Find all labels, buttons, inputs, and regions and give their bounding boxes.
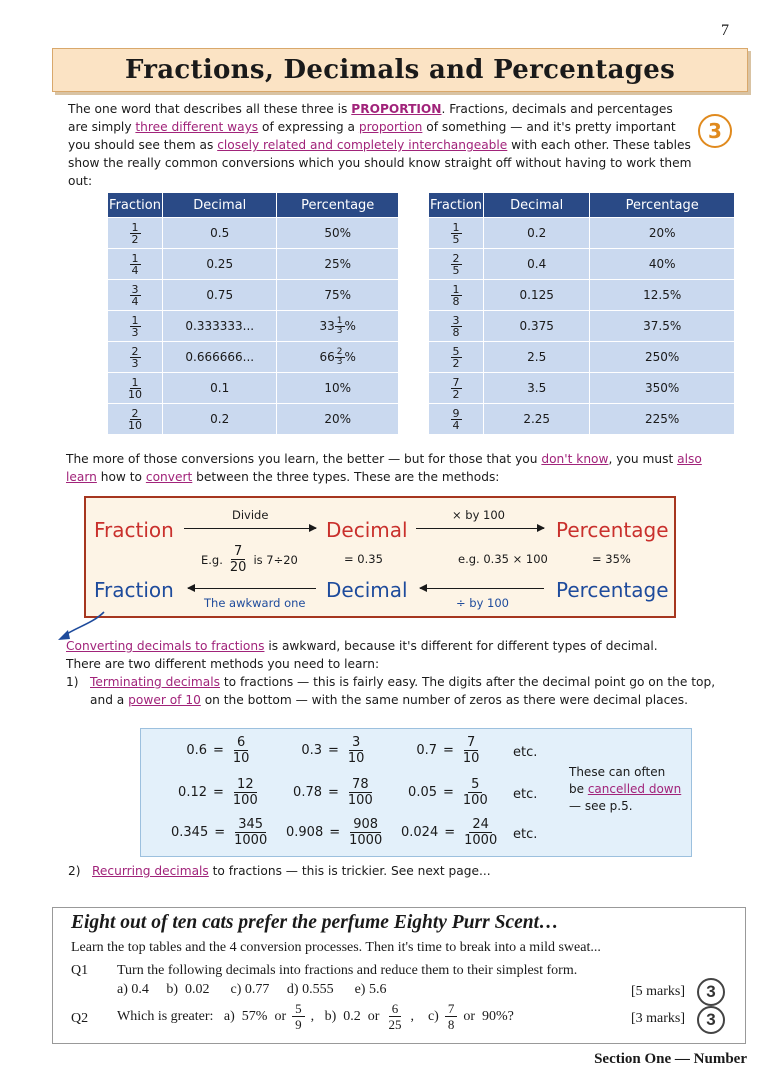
fraction-cell: [429, 404, 484, 435]
q1-parts: a) 0.4 b) 0.02 c) 0.77 d) 0.555 e) 5.6: [117, 982, 387, 997]
method-decimal-top: Decimal: [326, 518, 408, 542]
fraction: [130, 346, 141, 369]
terminating-examples-box: [140, 728, 692, 857]
fraction: [451, 222, 462, 245]
decimal-cell: 2.5: [484, 342, 590, 373]
table-row: [108, 280, 399, 311]
header-fraction: Fraction: [108, 193, 163, 218]
fraction-cell: [108, 280, 163, 311]
example-den: 100: [462, 793, 488, 808]
method-2-number: 2): [68, 864, 81, 878]
numerator: 7: [452, 375, 460, 389]
q2-f2-den: 25: [388, 1017, 402, 1032]
example-decimal: 0.6: [186, 743, 207, 758]
decimals-to-fractions-section: [66, 637, 726, 709]
note-line-2: [569, 781, 681, 798]
eg1-den: 20: [229, 560, 247, 575]
method-percentage-bottom: Percentage: [556, 578, 669, 602]
example-den: 100: [232, 793, 258, 808]
decimal-cell: 0.2: [484, 218, 590, 249]
example-num: 7: [464, 735, 478, 751]
q1-label: Q1: [71, 963, 89, 978]
three-ways-highlight: three different ways: [135, 120, 259, 134]
table-row: [429, 373, 735, 404]
q1-text: Turn the following decimals into fractions and reduce them to their simplest form.: [117, 963, 578, 978]
etc-label: etc.: [513, 827, 538, 842]
pct-sign: %: [344, 318, 356, 333]
para3-text-1: is awkward, because it's different for different types of decimal.: [264, 639, 658, 653]
awkward-label: The awkward one: [204, 596, 306, 610]
q2-f1-num: 5: [292, 1001, 305, 1017]
q2-label: Q2: [71, 1011, 89, 1026]
convert-highlight: convert: [145, 470, 193, 484]
intro-paragraph: [68, 100, 696, 190]
example-num: 5: [468, 777, 482, 793]
example-decimal: 0.12: [178, 785, 207, 800]
equals-sign: =: [213, 743, 224, 758]
title-banner: [52, 48, 748, 92]
etc-label: etc.: [513, 745, 538, 760]
pct-num: 1: [336, 315, 343, 326]
decimal-to-fraction-example: [401, 817, 500, 848]
intro-text-4: of something — and it's pretty important you should see them as: [68, 120, 676, 152]
arrow-left-1: [188, 588, 316, 589]
terminating-highlight: Terminating decimals: [90, 675, 221, 689]
equals-sign: =: [214, 825, 226, 840]
grade-badge-icon: [698, 114, 732, 148]
decimal-to-fraction-example: [286, 777, 376, 808]
note-line-1: These can often: [569, 765, 666, 779]
recurring-decimals-item: [68, 864, 491, 878]
fraction: [130, 315, 141, 338]
equals-sign: =: [328, 743, 339, 758]
example-num: 24: [469, 817, 492, 833]
percentage-cell: 25%: [277, 249, 399, 280]
decimal-cell: 0.4: [484, 249, 590, 280]
pct-fraction: [335, 348, 345, 367]
table-row: [429, 218, 735, 249]
numerator: 3: [452, 313, 460, 327]
numerator: 5: [452, 344, 460, 358]
decimal-cell: 0.75: [163, 280, 277, 311]
para2-text-1: The more of those conversions you learn, the better — but for those that you: [66, 452, 542, 466]
arrow-right-2: [416, 528, 544, 529]
intro-text-5: with each other. These tables show the really common conversions which you should know straight off without having to work them out:: [68, 138, 692, 188]
eg1-result: = 0.35: [344, 552, 383, 566]
example-decimal: 0.908: [286, 825, 324, 840]
denominator: 3: [131, 356, 139, 370]
questions-heading: Eight out of ten cats prefer the perfume Eighty Purr Scent…: [71, 912, 559, 933]
page-number: 7: [721, 22, 729, 39]
fraction-cell: [429, 280, 484, 311]
example-decimal: 0.78: [293, 785, 322, 800]
eg1-prefix: E.g.: [201, 552, 223, 567]
table-row: [108, 404, 399, 435]
q2-fraction-3: [445, 1001, 458, 1032]
fraction: [451, 284, 462, 307]
fraction-cell: [429, 373, 484, 404]
cancelled-down-highlight: cancelled down: [587, 782, 682, 796]
example-decimal: 0.7: [416, 743, 437, 758]
conversion-table-left: [107, 192, 399, 435]
method-fraction-bottom: Fraction: [94, 578, 174, 602]
arrow-left-2: [420, 588, 544, 589]
percentage-cell: 75%: [277, 280, 399, 311]
grade-badge-number: 3: [708, 119, 722, 143]
table-row: [429, 404, 735, 435]
example-fraction: [460, 735, 483, 766]
example-den: 1000: [234, 833, 268, 848]
converting-highlight: Converting decimals to fractions: [66, 639, 265, 653]
example-den: 10: [462, 751, 480, 766]
arrow-right-1: [184, 528, 316, 529]
example-1: [201, 544, 298, 575]
decimal-cell: 0.375: [484, 311, 590, 342]
denominator: 5: [452, 232, 460, 246]
header-percentage: Percentage: [590, 193, 735, 218]
page-title: Fractions, Decimals and Percentages: [124, 55, 676, 85]
para2-text-4: between the three types. These are the methods:: [192, 470, 500, 484]
pct-den: 3: [336, 325, 343, 336]
fraction-cell: [108, 342, 163, 373]
eg2-result: = 35%: [592, 552, 631, 566]
decimal-cell: 0.5: [163, 218, 277, 249]
example-num: 3: [349, 735, 363, 751]
q2-post: or 90%?: [463, 1008, 514, 1024]
q1-grade-icon: [697, 978, 725, 1006]
questions-instruction: Learn the top tables and the 4 conversion processes. Then it's time to break into a mild sweat...: [71, 940, 601, 955]
percentage-cell: 20%: [590, 218, 735, 249]
equals-sign: =: [443, 785, 454, 800]
decimal-cell: 0.1: [163, 373, 277, 404]
proportion-keyword: PROPORTION: [351, 102, 442, 116]
method-1-number: 1): [66, 675, 79, 689]
example-den: 10: [347, 751, 365, 766]
denominator: 5: [452, 263, 460, 277]
decimal-to-fraction-example: [401, 735, 482, 766]
cancel-note: [569, 764, 681, 815]
denominator: 10: [128, 418, 142, 432]
recurring-text: to fractions — this is trickier. See next page...: [208, 864, 491, 878]
example-den: 10: [232, 751, 250, 766]
fraction: [451, 377, 462, 400]
fraction-cell: [108, 249, 163, 280]
percentage-cell: 12.5%: [590, 280, 735, 311]
q2-f2-num: 6: [389, 1001, 402, 1017]
q2-f1-den: 9: [295, 1017, 302, 1032]
example-2: e.g. 0.35 × 100: [458, 552, 548, 566]
eg1-num: 7: [231, 544, 245, 560]
q1-marks: [5 marks]: [631, 984, 686, 999]
intro-text-1: The one word that describes all these three is: [68, 102, 352, 116]
equals-sign: =: [328, 785, 339, 800]
para3-text-4: on the bottom — with the same number of zeros as there were decimal places.: [200, 693, 689, 707]
q2-fraction-2: [385, 1001, 404, 1032]
decimal-cell: 3.5: [484, 373, 590, 404]
example-den: 100: [347, 793, 373, 808]
denominator: 4: [452, 418, 460, 432]
denominator: 8: [452, 325, 460, 339]
decimal-to-fraction-example: [401, 777, 491, 808]
table-row: [429, 249, 735, 280]
intro-text-3: of expressing a: [258, 120, 359, 134]
fraction: [451, 315, 462, 338]
example-fraction: [230, 777, 261, 808]
table-row: [108, 311, 399, 342]
fraction: [451, 346, 462, 369]
intro-text-2: . Fractions, decimals and percentages are simply: [68, 102, 673, 134]
header-decimal: Decimal: [484, 193, 590, 218]
eg1-fraction: [227, 544, 250, 575]
percentage-cell: [277, 342, 399, 373]
example-num: 12: [234, 777, 257, 793]
example-num: 345: [235, 817, 266, 833]
dont-know-highlight: don't know: [541, 452, 609, 466]
header-fraction: Fraction: [429, 193, 484, 218]
example-fraction: [345, 777, 376, 808]
recurring-highlight: Recurring decimals: [92, 864, 209, 878]
method-1-item: [66, 673, 726, 709]
decimal-to-fraction-example: [171, 777, 261, 808]
percentage-cell: 350%: [590, 373, 735, 404]
decimal-cell: 0.125: [484, 280, 590, 311]
converting-line: [66, 637, 726, 655]
decimal-cell: 2.25: [484, 404, 590, 435]
section-footer: Section One — Number: [594, 1051, 747, 1067]
example-den: 1000: [349, 833, 383, 848]
method-decimal-bottom: Decimal: [326, 578, 408, 602]
numerator: 1: [452, 282, 460, 296]
table-row: [108, 218, 399, 249]
two-methods-line: There are two different methods you need to learn:: [66, 657, 380, 671]
fraction-cell: [429, 311, 484, 342]
q2-grade-icon: [697, 1006, 725, 1034]
fraction-cell: [429, 249, 484, 280]
fraction: [130, 284, 141, 307]
method-percentage-top: Percentage: [556, 518, 669, 542]
pct-num: 2: [336, 346, 343, 357]
pct-whole: 66: [319, 349, 335, 364]
fraction-cell: [108, 373, 163, 404]
q2-fraction-1: [292, 1001, 305, 1032]
numerator: 9: [452, 406, 460, 420]
example-num: 6: [234, 735, 248, 751]
note-line-3: — see p.5.: [569, 799, 633, 813]
conversion-methods-box: [84, 496, 676, 618]
fraction-cell: [108, 404, 163, 435]
decimal-to-fraction-example: [171, 817, 270, 848]
equals-sign: =: [443, 743, 454, 758]
equals-sign: =: [213, 785, 224, 800]
table-row: [108, 373, 399, 404]
q2-grade-number: 3: [706, 1010, 716, 1029]
denominator: 2: [131, 232, 139, 246]
denominator: 2: [452, 356, 460, 370]
method-1-text: [90, 673, 726, 709]
numerator: 2: [452, 251, 460, 265]
numerator: 1: [131, 251, 139, 265]
percentage-cell: 40%: [590, 249, 735, 280]
percentage-cell: 250%: [590, 342, 735, 373]
fraction: [451, 253, 462, 276]
decimal-to-fraction-example: [171, 735, 252, 766]
numerator: 1: [131, 313, 139, 327]
numerator: 1: [131, 220, 139, 234]
numerator: 2: [131, 344, 139, 358]
fraction-cell: [108, 311, 163, 342]
method-fraction-top: Fraction: [94, 518, 174, 542]
fraction-cell: [429, 342, 484, 373]
table-row: [429, 311, 735, 342]
pct-den: 3: [336, 356, 343, 367]
example-num: 78: [349, 777, 372, 793]
numerator: 1: [131, 375, 139, 389]
example-fraction: [461, 817, 500, 848]
pct-fraction: [335, 317, 345, 336]
by100-label: × by 100: [452, 508, 506, 522]
div100-label: ÷ by 100: [456, 596, 510, 610]
decimal-cell: 0.333333...: [163, 311, 277, 342]
fraction-cell: [429, 218, 484, 249]
example-fraction: [460, 777, 491, 808]
denominator: 4: [131, 263, 139, 277]
para2-text-2: , you must: [608, 452, 678, 466]
eg1-suffix: is 7÷20: [253, 552, 298, 567]
para3-text-3: to fractions — this is fairly easy. The digits after the decimal point go on the top, and a: [90, 675, 716, 707]
percentage-cell: 225%: [590, 404, 735, 435]
pct-whole: 33: [319, 318, 335, 333]
q2-mid-2: , c): [410, 1008, 439, 1024]
pct-sign: %: [344, 349, 356, 364]
equals-sign: =: [329, 825, 341, 840]
equals-sign: =: [444, 825, 456, 840]
decimal-cell: 0.25: [163, 249, 277, 280]
decimal-cell: 0.666666...: [163, 342, 277, 373]
also-learn-highlight: also learn: [66, 452, 702, 484]
conversion-table-right: [428, 192, 735, 435]
decimal-to-fraction-example: [286, 817, 385, 848]
methods-intro-paragraph: [66, 450, 706, 486]
fraction: [130, 253, 141, 276]
percentage-cell: 50%: [277, 218, 399, 249]
proportion-highlight: proportion: [358, 120, 423, 134]
fraction: [126, 408, 144, 431]
example-fraction: [346, 817, 385, 848]
table-row: [108, 342, 399, 373]
example-den: 1000: [464, 833, 498, 848]
percentage-cell: 10%: [277, 373, 399, 404]
denominator: 2: [452, 387, 460, 401]
denominator: 10: [128, 387, 142, 401]
q2-f3-num: 7: [445, 1001, 458, 1017]
table-row: [429, 280, 735, 311]
header-percentage: Percentage: [277, 193, 399, 218]
divide-label: Divide: [232, 508, 269, 522]
example-fraction: [231, 817, 270, 848]
example-fraction: [230, 735, 253, 766]
fraction: [126, 377, 144, 400]
table-row: [429, 342, 735, 373]
example-fraction: [345, 735, 368, 766]
header-decimal: Decimal: [163, 193, 277, 218]
percentage-cell: [277, 311, 399, 342]
q2-pre: Which is greater: a) 57% or: [117, 1008, 287, 1024]
percentage-cell: 37.5%: [590, 311, 735, 342]
note-line-2-pre: be: [569, 782, 588, 796]
denominator: 4: [131, 294, 139, 308]
power-of-10-highlight: power of 10: [128, 693, 201, 707]
q2-text: [117, 1001, 514, 1032]
decimal-cell: 0.2: [163, 404, 277, 435]
example-num: 908: [350, 817, 381, 833]
para2-text-3: how to: [96, 470, 146, 484]
q1-grade-number: 3: [706, 982, 716, 1001]
denominator: 8: [452, 294, 460, 308]
percentage-cell: 20%: [277, 404, 399, 435]
decimal-to-fraction-example: [286, 735, 367, 766]
table-row: [108, 249, 399, 280]
example-decimal: 0.345: [171, 825, 209, 840]
q2-mid-1: , b) 0.2 or: [310, 1008, 380, 1024]
numerator: 1: [452, 220, 460, 234]
etc-label: etc.: [513, 787, 538, 802]
fraction-cell: [108, 218, 163, 249]
example-decimal: 0.3: [301, 743, 322, 758]
denominator: 3: [131, 325, 139, 339]
questions-box: [52, 907, 746, 1044]
q2-marks: [3 marks]: [631, 1011, 686, 1026]
interchangeable-highlight: closely related and completely interchangeable: [217, 138, 508, 152]
fraction: [451, 408, 462, 431]
numerator: 2: [131, 406, 139, 420]
fraction: [130, 222, 141, 245]
example-decimal: 0.024: [401, 825, 439, 840]
example-decimal: 0.05: [408, 785, 437, 800]
q2-f3-den: 8: [447, 1017, 455, 1032]
numerator: 3: [131, 282, 139, 296]
